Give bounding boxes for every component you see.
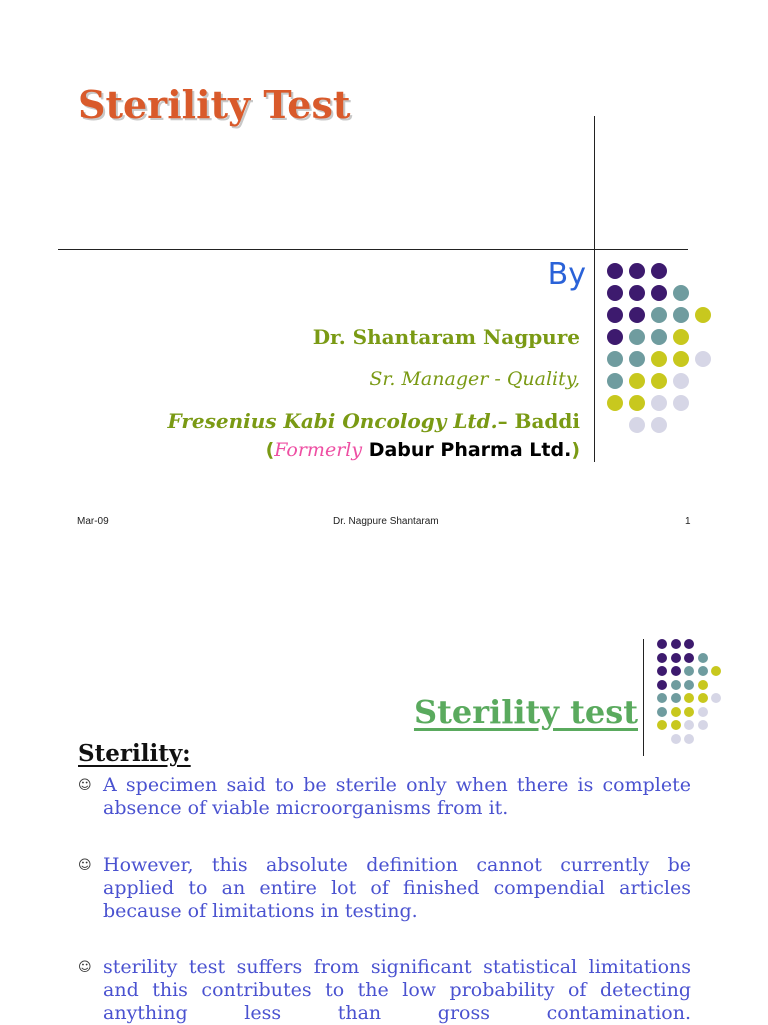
decorative-dot (695, 351, 711, 367)
decorative-dot (698, 720, 708, 730)
decorative-dot (657, 639, 667, 649)
company-name: Fresenius Kabi Oncology Ltd. (167, 409, 498, 433)
decorative-dot (673, 329, 689, 345)
slide1-vertical-rule (594, 116, 595, 462)
decorative-dot (607, 351, 623, 367)
decorative-dot (671, 707, 681, 717)
decorative-dot (629, 263, 645, 279)
company-location: – Baddi (497, 409, 580, 433)
decorative-dot (657, 707, 667, 717)
decorative-dot (651, 285, 667, 301)
sterility-heading: Sterility: (78, 740, 191, 767)
decorative-dot (684, 639, 694, 649)
smiley-bullet-icon: ☺ (78, 778, 92, 793)
decorative-dot (651, 417, 667, 433)
decorative-dot (698, 707, 708, 717)
decorative-dot (651, 263, 667, 279)
formerly-line (266, 439, 580, 461)
slide1-title: Sterility Test (78, 82, 351, 127)
decorative-dot (671, 653, 681, 663)
smiley-bullet-icon: ☺ (78, 858, 92, 873)
decorative-dot (651, 351, 667, 367)
bullet-text: A specimen said to be sterile only when there is complete absence of viable microorganisms from it. (103, 774, 691, 819)
decorative-dot (673, 351, 689, 367)
decorative-dot (711, 693, 721, 703)
slide2-vertical-rule (643, 639, 644, 756)
decorative-dot (629, 395, 645, 411)
decorative-dot (607, 285, 623, 301)
decorative-dot (673, 307, 689, 323)
author-role: Sr. Manager - Quality, (369, 368, 580, 390)
decorative-dot (651, 329, 667, 345)
bullet-text: However, this absolute definition cannot currently be applied to an entire lot of finished compendial articles because of limitations in testing. (103, 854, 691, 922)
smiley-bullet-icon: ☺ (78, 960, 92, 975)
decorative-dot (684, 653, 694, 663)
decorative-dot (671, 666, 681, 676)
decorative-dot (657, 693, 667, 703)
author-company (167, 409, 580, 433)
formerly-open-paren: ( (265, 439, 275, 461)
decorative-dot (657, 680, 667, 690)
formerly-close-paren: ) (571, 439, 580, 461)
decorative-dot (607, 263, 623, 279)
bullet-item (78, 956, 691, 1025)
decorative-dot (698, 666, 708, 676)
footer-presenter: Dr. Nagpure Shantaram (333, 516, 439, 527)
decorative-dot (671, 734, 681, 744)
decorative-dot (711, 666, 721, 676)
decorative-dot (629, 417, 645, 433)
decorative-dot (607, 307, 623, 323)
decorative-dot (673, 373, 689, 389)
former-company-name: Dabur Pharma Ltd. (362, 439, 572, 461)
decorative-dot (629, 373, 645, 389)
decorative-dot (695, 307, 711, 323)
decorative-dot (657, 666, 667, 676)
footer-page-number: 1 (685, 516, 691, 527)
decorative-dot (673, 285, 689, 301)
decorative-dot (671, 720, 681, 730)
decorative-dot (684, 720, 694, 730)
decorative-dot (684, 693, 694, 703)
author-name: Dr. Shantaram Nagpure (312, 325, 580, 349)
decorative-dot (657, 720, 667, 730)
decorative-dot (651, 395, 667, 411)
decorative-dot (671, 639, 681, 649)
decorative-dot (698, 653, 708, 663)
decorative-dot (684, 734, 694, 744)
bullet-item (78, 854, 691, 923)
bullet-item (78, 774, 691, 820)
formerly-word: Formerly (274, 439, 363, 461)
decorative-dot (607, 373, 623, 389)
by-label: By (547, 257, 586, 292)
decorative-dot (673, 395, 689, 411)
decorative-dot (684, 680, 694, 690)
decorative-dot (629, 285, 645, 301)
bullet-text: sterility test suffers from significant statistical limitations and this contributes to the low probability of detecting anything less than gross contamination. (103, 956, 691, 1024)
decorative-dot (629, 351, 645, 367)
slide2-title: Sterility test (413, 693, 638, 731)
decorative-dot (629, 307, 645, 323)
footer-date: Mar-09 (77, 516, 109, 527)
decorative-dot (671, 693, 681, 703)
decorative-dot (651, 373, 667, 389)
decorative-dot (607, 329, 623, 345)
decorative-dot (684, 707, 694, 717)
decorative-dot (657, 653, 667, 663)
decorative-dot (698, 693, 708, 703)
decorative-dot (629, 329, 645, 345)
decorative-dot (698, 680, 708, 690)
decorative-dot (684, 666, 694, 676)
decorative-dot (651, 307, 667, 323)
decorative-dot (607, 395, 623, 411)
decorative-dot (671, 680, 681, 690)
